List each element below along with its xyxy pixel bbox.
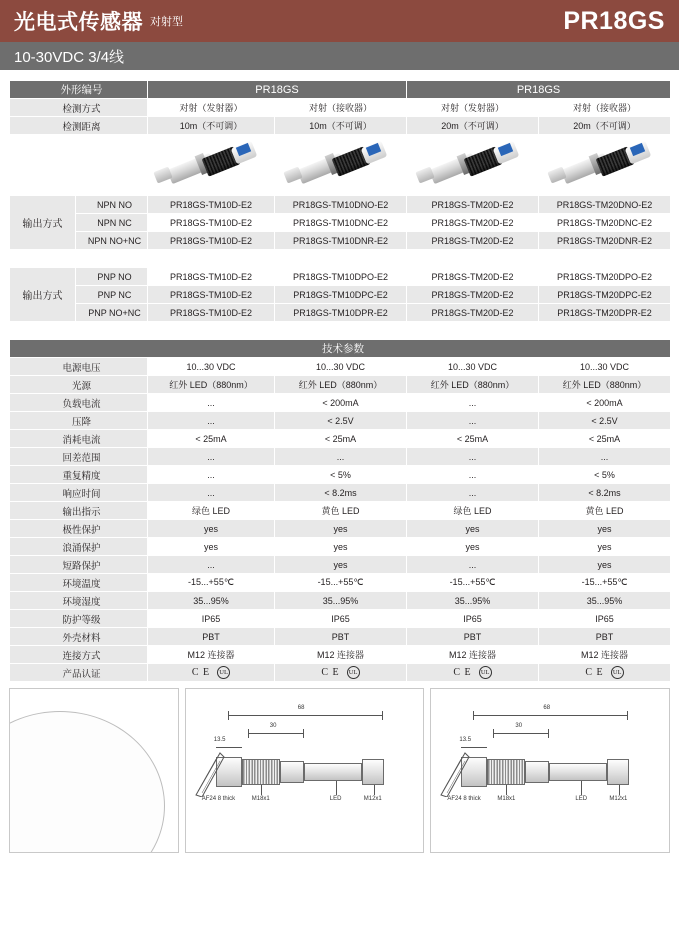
- cell-light-source-2: 红外 LED（880nm）: [275, 376, 407, 394]
- cell-ambient-humidity-2: 35...95%: [275, 592, 407, 610]
- cell-short-circuit-protection-3: ...: [407, 556, 539, 574]
- label-thread-note: AF24 8 thick: [201, 796, 236, 802]
- sub-label-npn-nonc: NPN NO+NC: [76, 232, 148, 250]
- cell-npn-no-4: PR18GS-TM20DNO-E2: [539, 196, 671, 214]
- cell-npn-nonc-2: PR18GS-TM10DNR-E2: [275, 232, 407, 250]
- table-row: [10, 117, 671, 135]
- cell-ambient-temperature-3: -15...+55℃: [407, 574, 539, 592]
- ul-mark-icon: UL: [611, 666, 624, 679]
- ul-mark-icon: UL: [347, 666, 360, 679]
- leader-line-connector: [374, 785, 375, 795]
- leader-line-thread: [261, 785, 262, 795]
- cell-npn-nc-4: PR18GS-TM20DNC-E2: [539, 214, 671, 232]
- sub-label-pnp-nonc: PNP NO+NC: [76, 304, 148, 322]
- dim-label-mid: 30: [515, 723, 523, 729]
- section-hatch-icon: [194, 751, 234, 797]
- voltage-subheader: [0, 42, 679, 70]
- product-photo-1: [148, 135, 275, 196]
- dim-tick: [548, 729, 549, 738]
- dim-label-small: 13.5: [459, 737, 472, 743]
- cell-connection-type-1: M12 连接器: [148, 646, 275, 664]
- cell-housing-material-2: PBT: [275, 628, 407, 646]
- sensor-connector-shape: [607, 759, 629, 785]
- cell-supply-voltage-1: 10...30 VDC: [148, 358, 275, 376]
- dim-tick: [303, 729, 304, 738]
- table-row: [10, 268, 671, 286]
- cell-pnp-nc-1: PR18GS-TM10D-E2: [148, 286, 275, 304]
- cell-connection-type-3: M12 连接器: [407, 646, 539, 664]
- cell-certification-3: [407, 664, 539, 682]
- table-row: [10, 448, 671, 466]
- dim-label-mid: 30: [269, 723, 277, 729]
- ul-mark-icon: UL: [217, 666, 230, 679]
- cell-hysteresis-4: ...: [539, 448, 671, 466]
- table-row: [10, 646, 671, 664]
- row-label-surge-protection: 浪涌保护: [10, 538, 148, 556]
- cell-output-indicator-3: 绿色 LED: [407, 502, 539, 520]
- dim-tick: [228, 711, 229, 720]
- cert-marks-4: [539, 666, 670, 679]
- ce-mark-icon: C E: [321, 667, 340, 678]
- row-label-supply-voltage: 电源电压: [10, 358, 148, 376]
- row-label-consumption-current: 消耗电流: [10, 430, 148, 448]
- dim-line-mid: [493, 733, 549, 734]
- row-label-polarity-protection: 极性保护: [10, 520, 148, 538]
- row-label-hysteresis: 回差范围: [10, 448, 148, 466]
- row-label-connection-type: 连接方式: [10, 646, 148, 664]
- table-row: [10, 340, 671, 358]
- cell-protection-grade-3: IP65: [407, 610, 539, 628]
- table-row: [10, 358, 671, 376]
- row-label-short-circuit-protection: 短路保护: [10, 556, 148, 574]
- cell-mode-3: 对射（发射器）: [407, 99, 539, 117]
- cell-response-time-2: < 8.2ms: [275, 484, 407, 502]
- label-connector: M12x1: [363, 796, 382, 802]
- dim-tick: [382, 711, 383, 720]
- row-label-protection-grade: 防护等级: [10, 610, 148, 628]
- cell-polarity-protection-3: yes: [407, 520, 539, 538]
- row-label-detect-mode: 检测方式: [10, 99, 148, 117]
- table-row: [10, 412, 671, 430]
- table-spacer: [10, 322, 671, 340]
- ce-mark-icon: C E: [453, 667, 472, 678]
- cell-voltage-drop-2: < 2.5V: [275, 412, 407, 430]
- row-label-voltage-drop: 压降: [10, 412, 148, 430]
- sub-label-npn-nc: NPN NC: [76, 214, 148, 232]
- table-row: [10, 214, 671, 232]
- dimension-drawing-panel-1: [185, 688, 425, 853]
- row-label-repeatability: 重复精度: [10, 466, 148, 484]
- dim-label-total: 68: [297, 705, 305, 711]
- table-row: [10, 610, 671, 628]
- section-hatch-icon: [439, 751, 479, 797]
- cell-pnp-no-4: PR18GS-TM20DPO-E2: [539, 268, 671, 286]
- cell-load-current-1: ...: [148, 394, 275, 412]
- row-label-response-time: 响应时间: [10, 484, 148, 502]
- dim-line-mid: [248, 733, 304, 734]
- beam-curve-graphic: [9, 711, 165, 853]
- cell-short-circuit-protection-1: ...: [148, 556, 275, 574]
- cell-response-time-4: < 8.2ms: [539, 484, 671, 502]
- cell-supply-voltage-2: 10...30 VDC: [275, 358, 407, 376]
- table-row: [10, 592, 671, 610]
- cert-marks-2: [275, 666, 406, 679]
- table-row: [10, 502, 671, 520]
- row-label-output-pnp: 输出方式: [10, 268, 76, 322]
- cell-certification-4: [539, 664, 671, 682]
- cell-surge-protection-4: yes: [539, 538, 671, 556]
- section-header-tech-params: 技术参数: [10, 340, 671, 358]
- drawings-row: [0, 682, 679, 853]
- table-row: [10, 466, 671, 484]
- cell-pnp-nc-2: PR18GS-TM10DPC-E2: [275, 286, 407, 304]
- cell-repeatability-1: ...: [148, 466, 275, 484]
- cell-connection-type-2: M12 连接器: [275, 646, 407, 664]
- page-subtitle: 对射型: [150, 15, 183, 28]
- table-row: [10, 556, 671, 574]
- cell-mode-1: 对射（发射器）: [148, 99, 275, 117]
- voltage-text: 10-30VDC 3/4线: [14, 48, 125, 66]
- photo-cell-empty: [10, 135, 148, 196]
- cell-protection-grade-1: IP65: [148, 610, 275, 628]
- cell-distance-4: 20m（不可调）: [539, 117, 671, 135]
- dimension-drawing-2: [431, 689, 669, 852]
- cell-output-indicator-2: 黄色 LED: [275, 502, 407, 520]
- sensor-thread-shape: [242, 759, 280, 785]
- row-label-detect-distance: 检测距离: [10, 117, 148, 135]
- row-label-load-current: 负载电流: [10, 394, 148, 412]
- row-label-light-source: 光源: [10, 376, 148, 394]
- cell-protection-grade-4: IP65: [539, 610, 671, 628]
- cell-repeatability-3: ...: [407, 466, 539, 484]
- leader-line-led: [581, 781, 582, 795]
- cell-supply-voltage-3: 10...30 VDC: [407, 358, 539, 376]
- label-led: LED: [329, 796, 342, 802]
- dim-tick: [627, 711, 628, 720]
- dim-line-small: [216, 747, 242, 748]
- table-row: [10, 430, 671, 448]
- page-header: [0, 0, 679, 42]
- product-photo-row: [10, 135, 671, 196]
- ce-mark-icon: C E: [191, 667, 211, 678]
- label-led: LED: [575, 796, 588, 802]
- cell-voltage-drop-3: ...: [407, 412, 539, 430]
- row-label-housing-material: 外壳材料: [10, 628, 148, 646]
- dimension-drawing-panel-2: [430, 688, 670, 853]
- cert-marks-3: [407, 666, 538, 679]
- row-label-certification: 产品认证: [10, 664, 148, 682]
- table-row: [10, 484, 671, 502]
- cell-npn-no-1: PR18GS-TM10D-E2: [148, 196, 275, 214]
- cell-load-current-4: < 200mA: [539, 394, 671, 412]
- row-label-output-indicator: 输出指示: [10, 502, 148, 520]
- row-label-ambient-temperature: 环境温度: [10, 574, 148, 592]
- group-header-1: PR18GS: [148, 81, 407, 99]
- cell-distance-3: 20m（不可调）: [407, 117, 539, 135]
- cell-light-source-1: 红外 LED（880nm）: [148, 376, 275, 394]
- cell-pnp-nc-4: PR18GS-TM20DPC-E2: [539, 286, 671, 304]
- cell-pnp-nonc-3: PR18GS-TM20D-E2: [407, 304, 539, 322]
- cell-ambient-humidity-3: 35...95%: [407, 592, 539, 610]
- cell-ambient-temperature-2: -15...+55℃: [275, 574, 407, 592]
- table-row: [10, 376, 671, 394]
- cell-npn-nc-3: PR18GS-TM20D-E2: [407, 214, 539, 232]
- cert-marks-1: [148, 666, 274, 679]
- label-thread: M18x1: [497, 796, 516, 802]
- table-row: [10, 81, 671, 99]
- cell-polarity-protection-1: yes: [148, 520, 275, 538]
- page-title: 光电式传感器: [14, 11, 143, 34]
- cell-light-source-4: 红外 LED（880nm）: [539, 376, 671, 394]
- cell-pnp-nonc-1: PR18GS-TM10D-E2: [148, 304, 275, 322]
- cell-output-indicator-4: 黄色 LED: [539, 502, 671, 520]
- cell-repeatability-4: < 5%: [539, 466, 671, 484]
- dim-tick: [493, 729, 494, 738]
- cell-pnp-no-2: PR18GS-TM10DPO-E2: [275, 268, 407, 286]
- table-row: [10, 538, 671, 556]
- table-row: [10, 232, 671, 250]
- cell-pnp-no-1: PR18GS-TM10D-E2: [148, 268, 275, 286]
- cell-pnp-no-3: PR18GS-TM20D-E2: [407, 268, 539, 286]
- cell-mode-4: 对射（接收器）: [539, 99, 671, 117]
- product-photo-3: [407, 135, 539, 196]
- table-row: [10, 286, 671, 304]
- table-row: [10, 520, 671, 538]
- cell-ambient-temperature-4: -15...+55℃: [539, 574, 671, 592]
- row-label-output-npn: 输出方式: [10, 196, 76, 250]
- product-photo-2: [275, 135, 407, 196]
- cell-supply-voltage-4: 10...30 VDC: [539, 358, 671, 376]
- cell-surge-protection-2: yes: [275, 538, 407, 556]
- beam-pattern-panel: [9, 688, 179, 853]
- spec-table: [9, 80, 671, 682]
- leader-line-connector: [619, 785, 620, 795]
- cell-consumption-current-4: < 25mA: [539, 430, 671, 448]
- cell-certification-1: [148, 664, 275, 682]
- table-row: [10, 99, 671, 117]
- table-row: [10, 574, 671, 592]
- sub-label-pnp-nc: PNP NC: [76, 286, 148, 304]
- cell-housing-material-4: PBT: [539, 628, 671, 646]
- dim-tick: [473, 711, 474, 720]
- cell-housing-material-3: PBT: [407, 628, 539, 646]
- row-label-ambient-humidity: 环境湿度: [10, 592, 148, 610]
- cell-distance-2: 10m（不可调）: [275, 117, 407, 135]
- table-row: [10, 664, 671, 682]
- sensor-thread-shape: [487, 759, 525, 785]
- cell-hysteresis-1: ...: [148, 448, 275, 466]
- cell-consumption-current-3: < 25mA: [407, 430, 539, 448]
- cell-load-current-3: ...: [407, 394, 539, 412]
- cell-consumption-current-1: < 25mA: [148, 430, 275, 448]
- table-row: [10, 304, 671, 322]
- dimension-drawing-1: [186, 689, 424, 852]
- cell-pnp-nonc-4: PR18GS-TM20DPR-E2: [539, 304, 671, 322]
- leader-line-led: [336, 781, 337, 795]
- table-row: [10, 628, 671, 646]
- cell-pnp-nonc-2: PR18GS-TM10DPR-E2: [275, 304, 407, 322]
- table-row: [10, 394, 671, 412]
- cell-npn-nonc-3: PR18GS-TM20D-E2: [407, 232, 539, 250]
- cell-npn-nc-2: PR18GS-TM10DNC-E2: [275, 214, 407, 232]
- dim-label-total: 68: [543, 705, 551, 711]
- table-row: [10, 196, 671, 214]
- dim-tick: [248, 729, 249, 738]
- cell-ambient-humidity-4: 35...95%: [539, 592, 671, 610]
- sensor-nut-shape: [525, 761, 549, 783]
- sensor-barrel-shape: [549, 763, 607, 781]
- cell-npn-no-3: PR18GS-TM20D-E2: [407, 196, 539, 214]
- cell-consumption-current-2: < 25mA: [275, 430, 407, 448]
- sub-label-npn-no: NPN NO: [76, 196, 148, 214]
- label-thread: M18x1: [251, 796, 270, 802]
- cell-output-indicator-1: 绿色 LED: [148, 502, 275, 520]
- ce-mark-icon: C E: [585, 667, 604, 678]
- cell-npn-nonc-4: PR18GS-TM20DNR-E2: [539, 232, 671, 250]
- cell-hysteresis-2: ...: [275, 448, 407, 466]
- cell-hysteresis-3: ...: [407, 448, 539, 466]
- cell-certification-2: [275, 664, 407, 682]
- cell-npn-no-2: PR18GS-TM10DNO-E2: [275, 196, 407, 214]
- sensor-connector-shape: [362, 759, 384, 785]
- cell-polarity-protection-4: yes: [539, 520, 671, 538]
- dim-label-small: 13.5: [213, 737, 226, 743]
- cell-ambient-humidity-1: 35...95%: [148, 592, 275, 610]
- leader-line-thread: [506, 785, 507, 795]
- model-name: PR18GS: [563, 6, 665, 35]
- dim-line-small: [461, 747, 487, 748]
- cell-surge-protection-1: yes: [148, 538, 275, 556]
- ul-mark-icon: UL: [479, 666, 492, 679]
- cell-ambient-temperature-1: -15...+55℃: [148, 574, 275, 592]
- cell-response-time-3: ...: [407, 484, 539, 502]
- cell-protection-grade-2: IP65: [275, 610, 407, 628]
- cell-response-time-1: ...: [148, 484, 275, 502]
- dim-line-total: [473, 715, 628, 716]
- cell-housing-material-1: PBT: [148, 628, 275, 646]
- cell-connection-type-4: M12 连接器: [539, 646, 671, 664]
- sensor-nut-shape: [280, 761, 304, 783]
- label-thread-note: AF24 8 thick: [447, 796, 481, 802]
- cell-short-circuit-protection-4: yes: [539, 556, 671, 574]
- cell-npn-nonc-1: PR18GS-TM10D-E2: [148, 232, 275, 250]
- cell-repeatability-2: < 5%: [275, 466, 407, 484]
- cell-short-circuit-protection-2: yes: [275, 556, 407, 574]
- group-header-2: PR18GS: [407, 81, 671, 99]
- cell-polarity-protection-2: yes: [275, 520, 407, 538]
- cell-pnp-nc-3: PR18GS-TM20D-E2: [407, 286, 539, 304]
- label-connector: M12x1: [609, 796, 628, 802]
- row-label-model-code: 外形编号: [10, 81, 148, 99]
- sub-label-pnp-no: PNP NO: [76, 268, 148, 286]
- cell-distance-1: 10m（不可调）: [148, 117, 275, 135]
- table-spacer: [10, 250, 671, 268]
- spec-table-wrap: [0, 70, 679, 682]
- cell-load-current-2: < 200mA: [275, 394, 407, 412]
- sensor-barrel-shape: [304, 763, 362, 781]
- cell-surge-protection-3: yes: [407, 538, 539, 556]
- dim-line-total: [228, 715, 383, 716]
- cell-npn-nc-1: PR18GS-TM10D-E2: [148, 214, 275, 232]
- cell-voltage-drop-4: < 2.5V: [539, 412, 671, 430]
- cell-mode-2: 对射（接收器）: [275, 99, 407, 117]
- product-photo-4: [539, 135, 671, 196]
- cell-voltage-drop-1: ...: [148, 412, 275, 430]
- cell-light-source-3: 红外 LED（880nm）: [407, 376, 539, 394]
